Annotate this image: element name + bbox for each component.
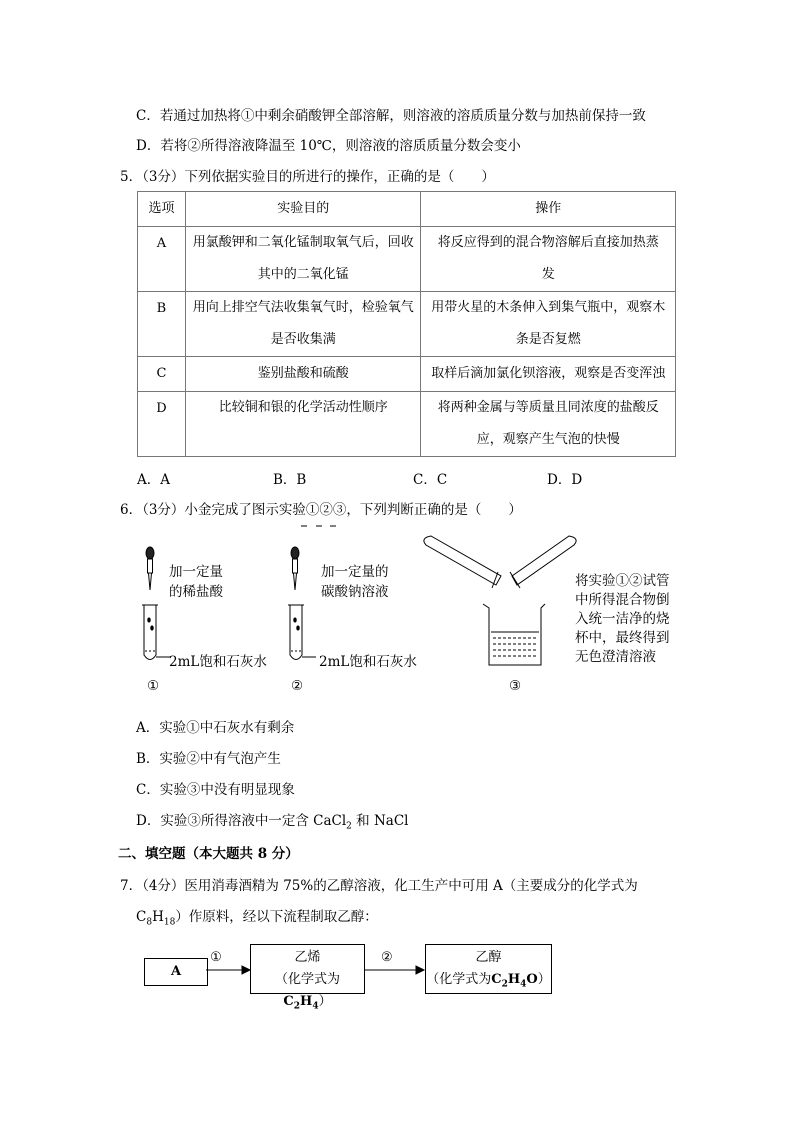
row-operation xyxy=(421,357,676,392)
row-goal xyxy=(185,227,421,292)
flow-box-ethanol xyxy=(425,944,552,994)
formula-part: C xyxy=(491,972,502,987)
dropper2-line: 碳酸钠溶液 xyxy=(321,584,389,600)
formula-part: C xyxy=(136,909,147,925)
q5-option-d: D．D xyxy=(547,472,583,488)
goal-line: 鉴别盐酸和硫酸 xyxy=(257,366,349,381)
flow-box-a: A xyxy=(144,958,208,986)
table-row xyxy=(138,227,676,292)
q5-option-b: B．B xyxy=(273,472,307,488)
operation-line: 将两种金属与等质量且同浓度的盐酸反 xyxy=(437,400,659,415)
dropper-icon xyxy=(291,547,299,590)
header-option: 选项 xyxy=(138,192,186,227)
test-tube-icon xyxy=(288,605,316,660)
table-header-row xyxy=(138,192,676,227)
header-operation: 操作 xyxy=(421,192,676,227)
label-1: ① xyxy=(147,678,160,694)
dropper2-line: 加一定量的 xyxy=(321,564,389,580)
formula-sub: 18 xyxy=(163,917,176,928)
q6-figure xyxy=(135,520,695,700)
q5-option-a: A．A xyxy=(137,472,170,488)
formula-part: C xyxy=(283,994,294,1009)
dropper1-line: 的稀盐酸 xyxy=(169,584,223,600)
header-goal: 实验目的 xyxy=(185,192,421,227)
formula-part: O xyxy=(526,972,538,987)
ethanol-name: 乙醇 xyxy=(475,950,502,965)
q6-option-d-sub: 2 xyxy=(346,821,352,832)
q6-option-d-text: D．实验③所得溶液中一定含 CaCl xyxy=(136,813,347,829)
flow-box-ethylene xyxy=(250,944,365,1012)
note-line: 中所得混合物倒 xyxy=(575,592,670,608)
ethylene-name: 乙烯 xyxy=(294,950,321,965)
formula-part: H xyxy=(300,994,313,1009)
tilted-tube-right-icon xyxy=(510,536,576,588)
goal-line: 比较铜和银的化学活动性顺序 xyxy=(218,400,388,415)
q5-table xyxy=(137,191,676,457)
tilted-tube-left-icon xyxy=(424,536,501,588)
formula-sub: 2 xyxy=(501,979,508,990)
operation-line: 应，观察产生气泡的快慢 xyxy=(476,432,620,447)
section-heading: 二、填空题（本大题共 8 分） xyxy=(118,846,299,862)
beaker-icon xyxy=(483,604,545,665)
row-option: A xyxy=(138,227,186,292)
flow-step-2: ② xyxy=(381,950,393,965)
q7-stem-line2 xyxy=(136,905,378,928)
row-option: B xyxy=(138,292,186,357)
note-line: 无色澄清溶液 xyxy=(575,649,656,665)
formula-part: H xyxy=(152,909,164,925)
q6-note xyxy=(575,572,670,667)
operation-line: 条是否复燃 xyxy=(515,332,581,347)
q4-option-c: C．若通过加热将①中剩余硝酸钾全部溶解，则溶液的溶质质量分数与加热前保持一致 xyxy=(136,108,646,124)
arrow-right-icon xyxy=(365,966,424,974)
q6-option-d-tail: 和 NaCl xyxy=(351,813,409,829)
row-option: D xyxy=(138,392,186,457)
table-row xyxy=(138,357,676,392)
q5-option-c: C．C xyxy=(413,472,448,488)
row-operation xyxy=(421,392,676,457)
note-line: 将实验①②试管 xyxy=(575,573,670,589)
q6-option-b: B．实验②中有气泡产生 xyxy=(136,751,281,767)
formula-prefix: （化学式为 xyxy=(274,972,340,987)
formula-close: ） xyxy=(537,972,551,987)
dropper1-line: 加一定量 xyxy=(169,564,223,580)
row-option: C xyxy=(138,357,186,392)
formula-close: ） xyxy=(318,994,332,1009)
row-operation xyxy=(421,227,676,292)
q5-stem: 5．（3分）下列依据实验目的所进行的操作，正确的是（ ） xyxy=(120,169,495,185)
formula-prefix: （化学式为 xyxy=(426,972,492,987)
dropper-icon xyxy=(146,547,154,590)
table-row xyxy=(138,392,676,457)
tube1-label: 2mL饱和石灰水 xyxy=(169,654,267,670)
test-tube-icon xyxy=(142,605,170,660)
ethylene-formula xyxy=(251,969,364,1018)
row-operation xyxy=(421,292,676,357)
note-line: 杯中，最终得到 xyxy=(575,630,670,646)
row-goal xyxy=(185,392,421,457)
operation-line: 取样后滴加氯化钡溶液，观察是否变浑浊 xyxy=(431,366,666,381)
formula-sub: 4 xyxy=(520,979,527,990)
note-line: 入统一洁净的烧 xyxy=(575,611,670,627)
q6-option-d xyxy=(136,809,408,832)
formula-sub: 8 xyxy=(146,917,153,928)
q7-stem-line1: 7．（4分）医用消毒酒精为 75%的乙醇溶液，化工生产中可用 A（主要成分的化学式为 xyxy=(120,878,638,894)
label-3: ③ xyxy=(509,678,522,694)
q7-flowchart xyxy=(140,942,560,1012)
operation-line: 用带火星的木条伸入到集气瓶中，观察木 xyxy=(431,300,666,315)
table-row xyxy=(138,292,676,357)
goal-line: 其中的二氧化锰 xyxy=(257,267,349,282)
row-goal xyxy=(185,357,421,392)
tube2-label: 2mL饱和石灰水 xyxy=(319,654,417,670)
arrow-right-icon xyxy=(206,966,250,974)
q6-option-a: A．实验①中石灰水有剩余 xyxy=(136,720,295,736)
q6-option-c: C．实验③中没有明显现象 xyxy=(136,782,295,798)
formula-part: H xyxy=(507,972,521,987)
q4-option-d: D．若将②所得溶液降温至 10℃，则溶液的溶质质量分数会变小 xyxy=(136,138,521,154)
row-goal xyxy=(185,292,421,357)
formula-sub: 4 xyxy=(312,1001,319,1012)
operation-line: 将反应得到的混合物溶解后直接加热蒸 xyxy=(437,235,659,250)
goal-line: 用向上排空气法收集氧气时，检验氧气 xyxy=(192,300,414,315)
dropper1-label xyxy=(169,562,223,602)
stem-tail: ）作原料，经以下流程制取乙醇： xyxy=(175,909,378,925)
label-2: ② xyxy=(291,678,304,694)
goal-line: 用氯酸钾和二氧化锰制取氧气后，回收 xyxy=(192,235,414,250)
flow-step-1: ① xyxy=(210,950,222,965)
dropper2-label xyxy=(321,562,389,602)
ethanol-formula xyxy=(426,969,551,996)
goal-line: 是否收集满 xyxy=(270,332,336,347)
formula-sub: 2 xyxy=(293,1001,301,1012)
operation-line: 发 xyxy=(541,267,555,282)
q6-stem: 6．（3分）小金完成了图示实验①②③，下列判断正确的是（ ） xyxy=(120,502,522,518)
